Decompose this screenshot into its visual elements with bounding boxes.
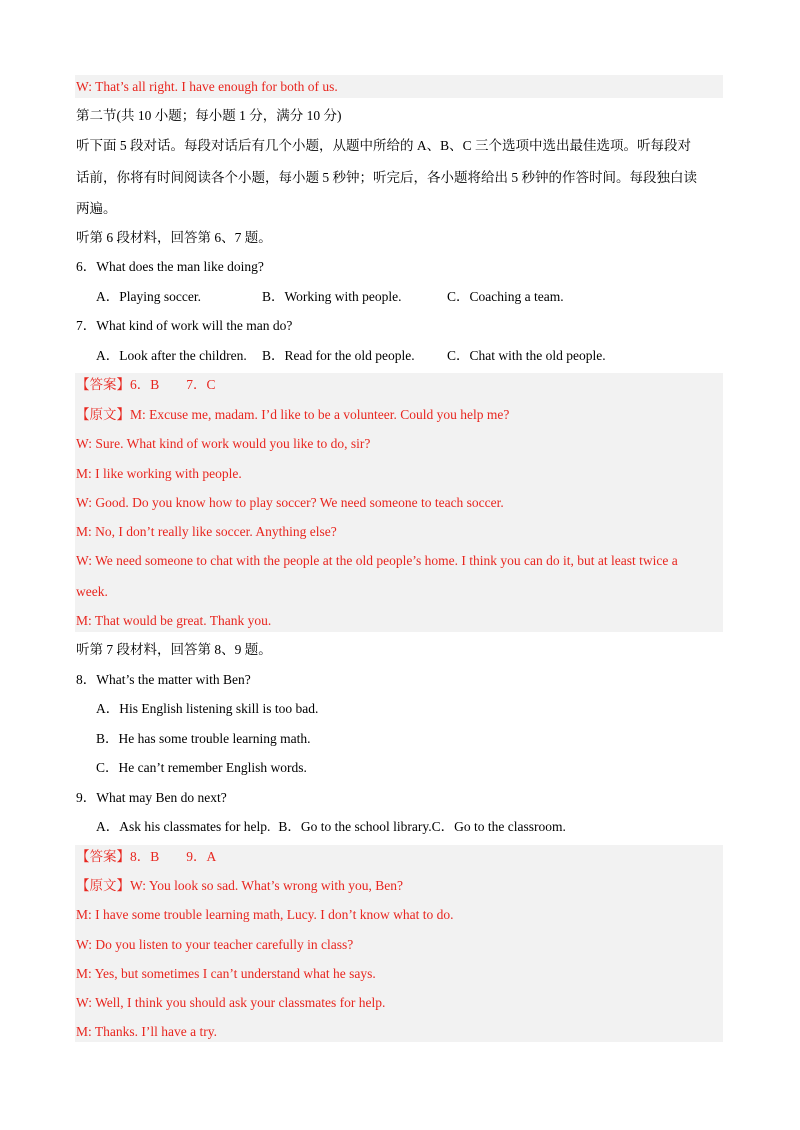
passage6-transcript-line: week. bbox=[76, 584, 108, 599]
q9-option-c[interactable]: C．Go to the classroom. bbox=[431, 819, 566, 834]
question-7-options bbox=[96, 346, 606, 366]
passage7-transcript-line: M: Thanks. I’ll have a try. bbox=[76, 1024, 217, 1039]
q9-option-b[interactable]: B．Go to the school library. bbox=[278, 819, 432, 834]
passage7-intro: 听第 7 段材料，回答第 8、9 题。 bbox=[76, 642, 272, 657]
q7-option-a[interactable]: A．Look after the children. bbox=[96, 348, 247, 363]
q8-option-a[interactable]: A．His English listening skill is too bad. bbox=[96, 701, 319, 716]
q9-option-a[interactable]: A．Ask his classmates for help. bbox=[96, 819, 271, 834]
passage7-transcript-line: W: Do you listen to your teacher carefully in class? bbox=[76, 937, 354, 952]
passage6-transcript-line: W: We need someone to chat with the people at the old people’s home. I think you can do it, but at least twice a bbox=[76, 553, 678, 568]
section2-instructions-1: 听下面 5 段对话。每段对话后有几个小题，从题中所给的 A、B、C 三个选项中选出最佳选项。听每段对 bbox=[76, 138, 692, 153]
question-6-stem: 6．What does the man like doing? bbox=[76, 259, 264, 274]
passage6-answer: 【答案】6．B 7．C bbox=[76, 377, 216, 392]
q7-option-b[interactable]: B．Read for the old people. bbox=[262, 348, 415, 363]
section2-instructions-2: 话前，你将有时间阅读各个小题，每小题 5 秒钟；听完后，各小题将给出 5 秒钟的作答时间。每段独白读 bbox=[76, 170, 697, 185]
q6-option-a[interactable]: A．Playing soccer. bbox=[96, 289, 201, 304]
question-9-stem: 9．What may Ben do next? bbox=[76, 790, 227, 805]
q6-option-c[interactable]: C．Coaching a team. bbox=[447, 289, 564, 304]
question-9-options bbox=[96, 817, 566, 837]
passage7-transcript-line: 【原文】W: You look so sad. What’s wrong with you, Ben? bbox=[76, 878, 403, 893]
top-answer-tail: W: That’s all right. I have enough for both of us. bbox=[76, 79, 338, 94]
passage6-intro: 听第 6 段材料，回答第 6、7 题。 bbox=[76, 230, 272, 245]
passage6-transcript-line: W: Sure. What kind of work would you like to do, sir? bbox=[76, 436, 371, 451]
passage7-transcript-line: M: I have some trouble learning math, Lucy. I don’t know what to do. bbox=[76, 907, 454, 922]
passage6-transcript-line: M: I like working with people. bbox=[76, 466, 242, 481]
passage6-transcript-line: M: That would be great. Thank you. bbox=[76, 613, 272, 628]
passage7-transcript-line: W: Well, I think you should ask your classmates for help. bbox=[76, 995, 386, 1010]
q8-option-b[interactable]: B．He has some trouble learning math. bbox=[96, 731, 311, 746]
q8-option-c[interactable]: C．He can’t remember English words. bbox=[96, 760, 307, 775]
question-7-stem: 7．What kind of work will the man do? bbox=[76, 318, 293, 333]
question-6-options bbox=[96, 287, 564, 307]
q6-option-b[interactable]: B．Working with people. bbox=[262, 289, 402, 304]
question-8-stem: 8．What’s the matter with Ben? bbox=[76, 672, 251, 687]
section2-title: 第二节(共 10 小题；每小题 1 分，满分 10 分) bbox=[76, 108, 342, 123]
passage6-transcript-line: M: No, I don’t really like soccer. Anything else? bbox=[76, 524, 337, 539]
passage6-transcript-line: W: Good. Do you know how to play soccer? We need someone to teach soccer. bbox=[76, 495, 504, 510]
passage6-transcript-line: 【原文】M: Excuse me, madam. I’d like to be a volunteer. Could you help me? bbox=[76, 407, 510, 422]
section2-instructions-3: 两遍。 bbox=[76, 201, 117, 216]
passage7-transcript-line: M: Yes, but sometimes I can’t understand what he says. bbox=[76, 966, 376, 981]
q7-option-c[interactable]: C．Chat with the old people. bbox=[447, 348, 606, 363]
passage7-answer: 【答案】8．B 9．A bbox=[76, 849, 217, 864]
